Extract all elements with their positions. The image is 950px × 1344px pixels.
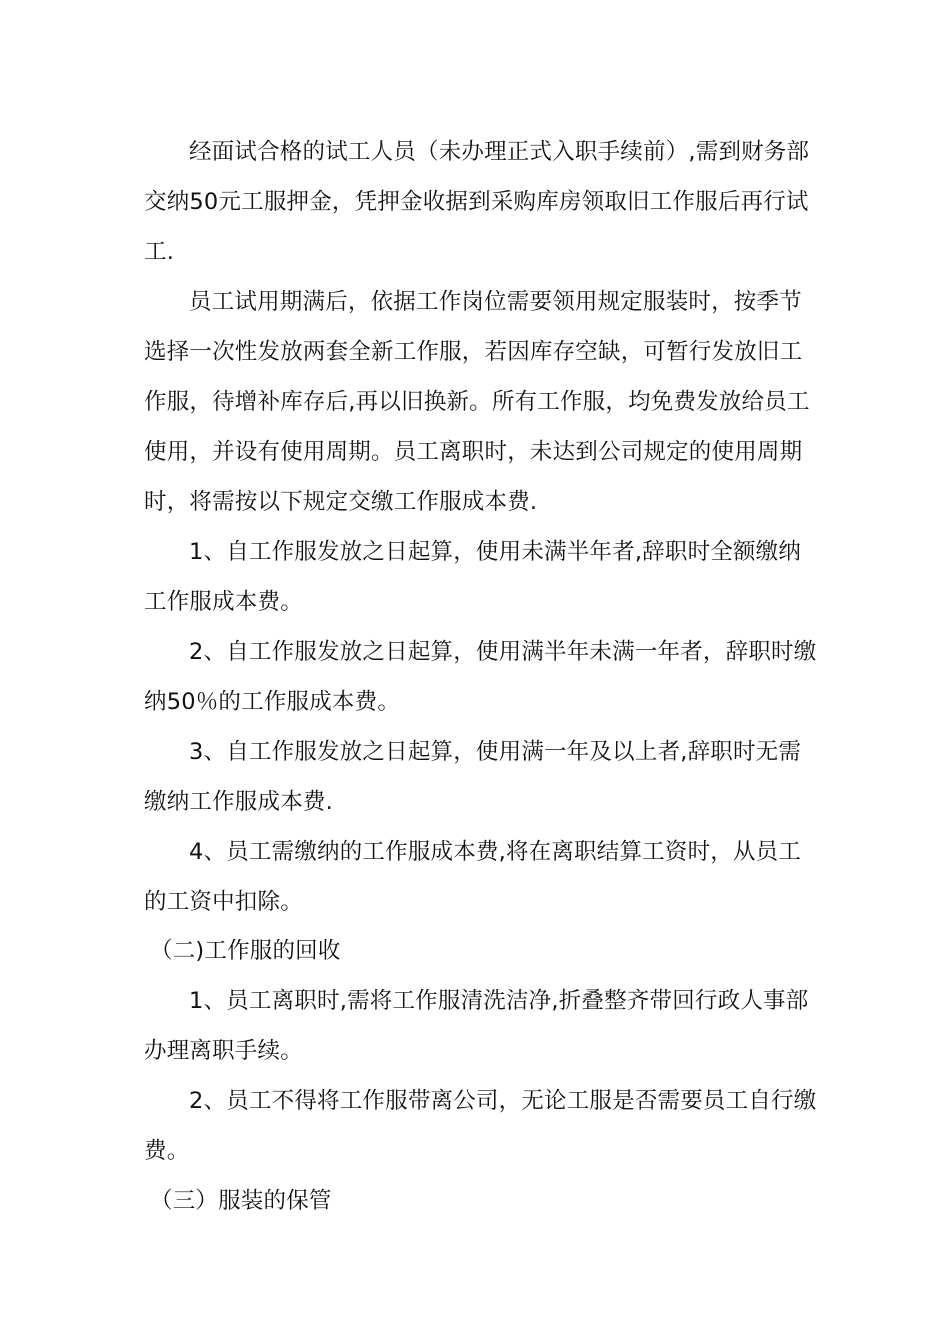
text-line: 3、自工作服发放之日起算，使用满一年及以上者,辞职时无需 [189, 739, 802, 765]
text-line: 工作服成本费。 [144, 589, 303, 615]
text-line: 2、自工作服发放之日起算，使用满半年未满一年者，辞职时缴 [189, 639, 817, 665]
text-line: 费。 [144, 1138, 190, 1164]
text-line: 员工试用期满后，依据工作岗位需要领用规定服装时，按季节 [189, 289, 802, 315]
text-line: 的工资中扣除。 [144, 889, 303, 915]
section-heading-recovery: （二)工作服的回收 [150, 938, 341, 964]
text-line: 办理离职手续。 [144, 1038, 303, 1064]
text-line: 缴纳工作服成本费. [144, 789, 333, 815]
text-line: 纳50％的工作服成本费。 [144, 689, 401, 715]
text-line: 工. [144, 239, 175, 265]
text-line: 经面试合格的试工人员（未办理正式入职手续前）,需到财务部 [189, 139, 810, 165]
text-line: 2、员工不得将工作服带离公司，无论工服是否需要员工自行缴 [189, 1088, 817, 1114]
text-line: 1、自工作服发放之日起算，使用未满半年者,辞职时全额缴纳 [189, 539, 802, 565]
text-line: 交纳50元工服押金，凭押金收据到采购库房领取旧工作服后再行试 [144, 189, 809, 215]
section-heading-storage: （三）服装的保管 [150, 1188, 332, 1214]
text-line: 选择一次性发放两套全新工作服，若因库存空缺，可暂行发放旧工 [144, 339, 803, 365]
text-line: 使用，并设有使用周期。员工离职时，未达到公司规定的使用周期 [144, 439, 803, 465]
text-line: 1、员工离职时,需将工作服清洗洁净,折叠整齐带回行政人事部 [189, 988, 809, 1014]
text-line: 作服，待增补库存后,再以旧换新。所有工作服，均免费发放给员工 [144, 389, 810, 415]
text-line: 4、员工需缴纳的工作服成本费,将在离职结算工资时，从员工 [189, 839, 802, 865]
text-line: 时，将需按以下规定交缴工作服成本费. [144, 489, 538, 515]
